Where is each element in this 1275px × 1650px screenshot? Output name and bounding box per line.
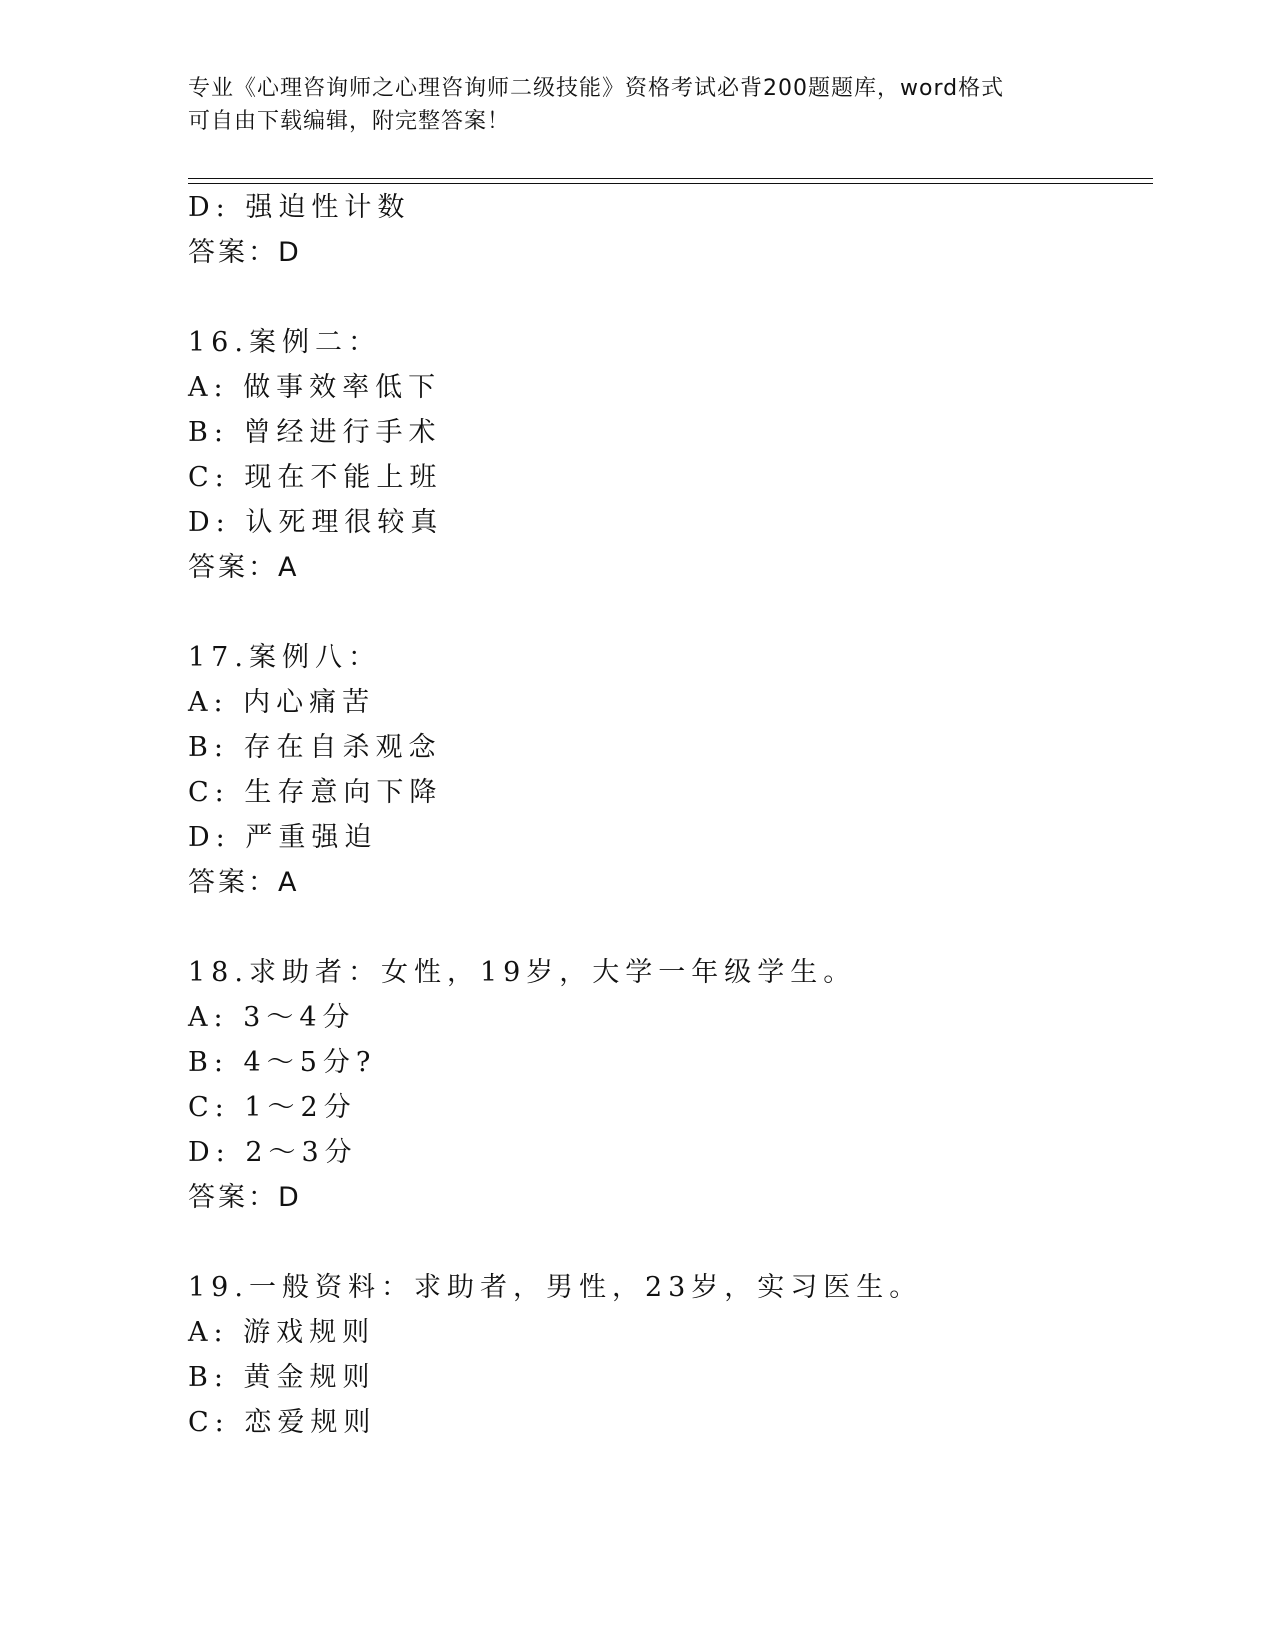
option-d-q17: D: 严重强迫	[188, 822, 378, 853]
header-divider-top	[188, 178, 1153, 179]
option-b-q19: B: 黄金规则	[188, 1362, 376, 1393]
answer-q16: 答案：A	[188, 552, 300, 583]
option-c-q18: C: 1～2分	[188, 1092, 357, 1123]
question-18: 18.求助者：女性，19岁，大学一年级学生。	[188, 957, 857, 988]
option-a-q16: A: 做事效率低下	[188, 372, 442, 403]
header-title-line-2: 可自由下载编辑，附完整答案！	[188, 109, 511, 134]
option-c-q17: C: 生存意向下降	[188, 777, 443, 808]
answer-q18: 答案：D	[188, 1182, 302, 1213]
header-divider-bottom	[188, 183, 1153, 184]
option-a-q19: A: 游戏规则	[188, 1317, 376, 1348]
option-b-q16: B: 曾经进行手术	[188, 417, 442, 448]
option-b-q17: B: 存在自杀观念	[188, 732, 442, 763]
option-d-q18: D: 2～3分	[188, 1137, 358, 1168]
answer-q15: 答案：D	[188, 237, 302, 268]
question-19: 19.一般资料：求助者，男性，23岁，实习医生。	[188, 1272, 923, 1303]
question-17: 17.案例八：	[188, 642, 381, 673]
option-d-q15: D: 强迫性计数	[188, 192, 411, 223]
option-c-q16: C: 现在不能上班	[188, 462, 443, 493]
option-a-q18: A: 3～4分	[188, 1002, 356, 1033]
document-header	[188, 72, 1068, 138]
answer-q17: 答案：A	[188, 867, 300, 898]
option-a-q17: A: 内心痛苦	[188, 687, 376, 718]
option-c-q19: C: 恋爱规则	[188, 1407, 377, 1438]
option-b-q18: B: 4～5分?	[188, 1047, 377, 1078]
header-title-line-1: 专业《心理咨询师之心理咨询师二级技能》资格考试必背200题题库，word格式	[188, 76, 1005, 101]
question-16: 16.案例二：	[188, 327, 381, 358]
option-d-q16: D: 认死理很较真	[188, 507, 444, 538]
